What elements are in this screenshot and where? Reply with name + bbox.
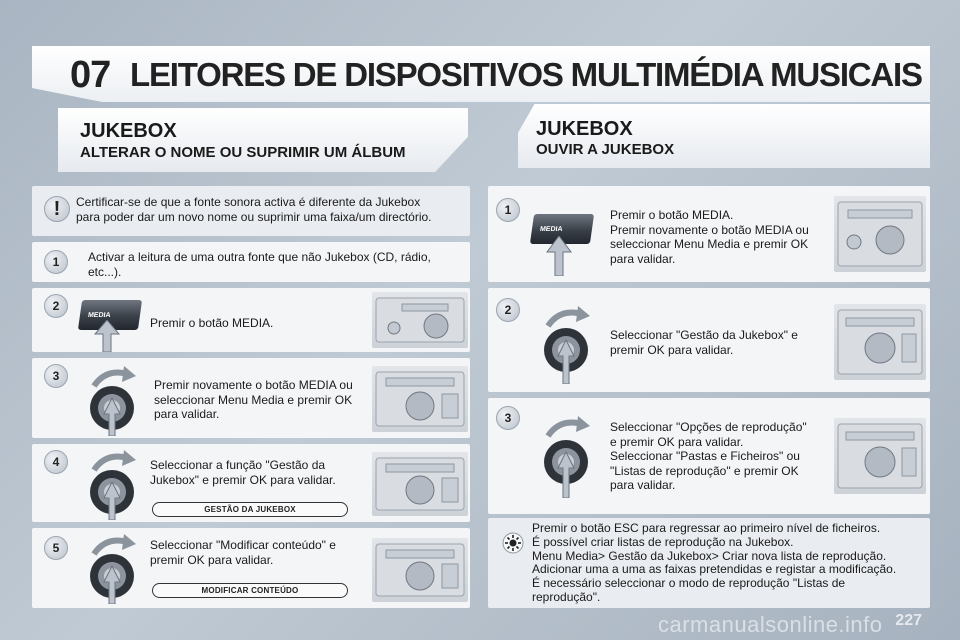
right-step-2-text: Seleccionar "Gestão da Jukebox" e premir OK para validar. (610, 328, 798, 357)
left-step-5-card (32, 528, 470, 608)
right-step-1-card (488, 186, 930, 282)
radio-panel-thumbnail (372, 538, 468, 602)
right-step-3-text: Seleccionar "Opções de reprodução" e premir OK para validar. Seleccionar "Pastas e Ficheiros" ou "Listas de reprodução" e premir OK para validar. (610, 420, 807, 492)
right-section-title: JUKEBOX (536, 118, 633, 140)
step-number-badge: 2 (44, 294, 68, 318)
step-number-badge: 5 (44, 536, 68, 560)
radio-panel-thumbnail (372, 292, 468, 348)
radio-panel-thumbnail (834, 196, 926, 272)
left-step-4-card (32, 444, 470, 522)
media-button-illustration: MEDIA (530, 214, 594, 244)
step-number-badge: 1 (496, 198, 520, 222)
tip-card (488, 518, 930, 608)
menu-option-modificar-conteudo: MODIFICAR CONTEÚDO (152, 583, 348, 598)
radio-panel-thumbnail (372, 366, 468, 432)
left-step-3-text: Premir novamente o botão MEDIA ou seleccionar Menu Media e premir OK para validar. (154, 378, 353, 421)
right-step-1-text: Premir o botão MEDIA. Premir novamente o botão MEDIA ou seleccionar Menu Media e premir OK para validar. (610, 208, 809, 266)
press-arrow-icon (92, 320, 122, 352)
step-number-badge: 4 (44, 450, 68, 474)
tip-text: Premir o botão ESC para regressar ao primeiro nível de ficheiros. É possível criar listas de reprodução na Jukebox. Menu Media> Gestão da Jukebox> Criar nova lista de reprodução. Adicionar uma a uma as faixas pretendidas e registar a modificação. É necessário seleccionar o modo de reprodução "Listas de reprodução". (532, 521, 897, 604)
left-step-5-text: Seleccionar "Modificar conteúdo" e premir OK para validar. (150, 538, 336, 567)
radio-panel-thumbnail (834, 304, 926, 380)
menu-option-gestao-jukebox: GESTÃO DA JUKEBOX (152, 502, 348, 517)
warning-card (32, 186, 470, 236)
media-button-illustration: MEDIA (78, 300, 142, 330)
left-step-1-text: Activar a leitura de uma outra fonte que não Jukebox (CD, rádio, etc...). (88, 250, 431, 279)
left-step-4-text: Seleccionar a função "Gestão da Jukebox" e premir OK para validar. (150, 458, 336, 487)
watermark: carmanualsonline.info (658, 612, 883, 637)
rotary-knob-icon (536, 304, 596, 384)
right-step-3-card (488, 398, 930, 514)
left-step-2-text: Premir o botão MEDIA. (150, 316, 274, 330)
step-number-badge: 3 (496, 406, 520, 430)
radio-panel-thumbnail (834, 418, 926, 494)
step-number-badge: 1 (44, 250, 68, 274)
warning-icon: ! (44, 196, 70, 222)
press-arrow-icon (544, 236, 574, 276)
rotary-knob-icon (82, 532, 142, 604)
right-step-2-card (488, 288, 930, 392)
rotary-knob-icon (82, 364, 142, 436)
rotary-knob-icon (536, 414, 596, 498)
radio-panel-thumbnail (372, 452, 468, 516)
step-number-badge: 3 (44, 364, 68, 388)
rotary-knob-icon (82, 448, 142, 520)
page-title: LEITORES DE DISPOSITIVOS MULTIMÉDIA MUSICAIS (130, 56, 922, 93)
right-section-subtitle: OUVIR A JUKEBOX (536, 141, 675, 158)
left-step-1-card (32, 242, 470, 282)
chapter-number: 07 (70, 54, 111, 96)
left-section-subtitle: ALTERAR O NOME OU SUPRIMIR UM ÁLBUM (80, 144, 406, 161)
left-step-3-card (32, 358, 470, 438)
step-number-badge: 2 (496, 298, 520, 322)
warning-text: Certificar-se de que a fonte sonora activa é diferente da Jukebox para poder dar um novo nome ou suprimir uma faixa/um directório. (76, 195, 432, 224)
left-section-title: JUKEBOX (80, 120, 177, 142)
left-step-2-card (32, 288, 470, 352)
page-number: 227 (895, 612, 922, 629)
tip-sun-icon (502, 532, 524, 554)
